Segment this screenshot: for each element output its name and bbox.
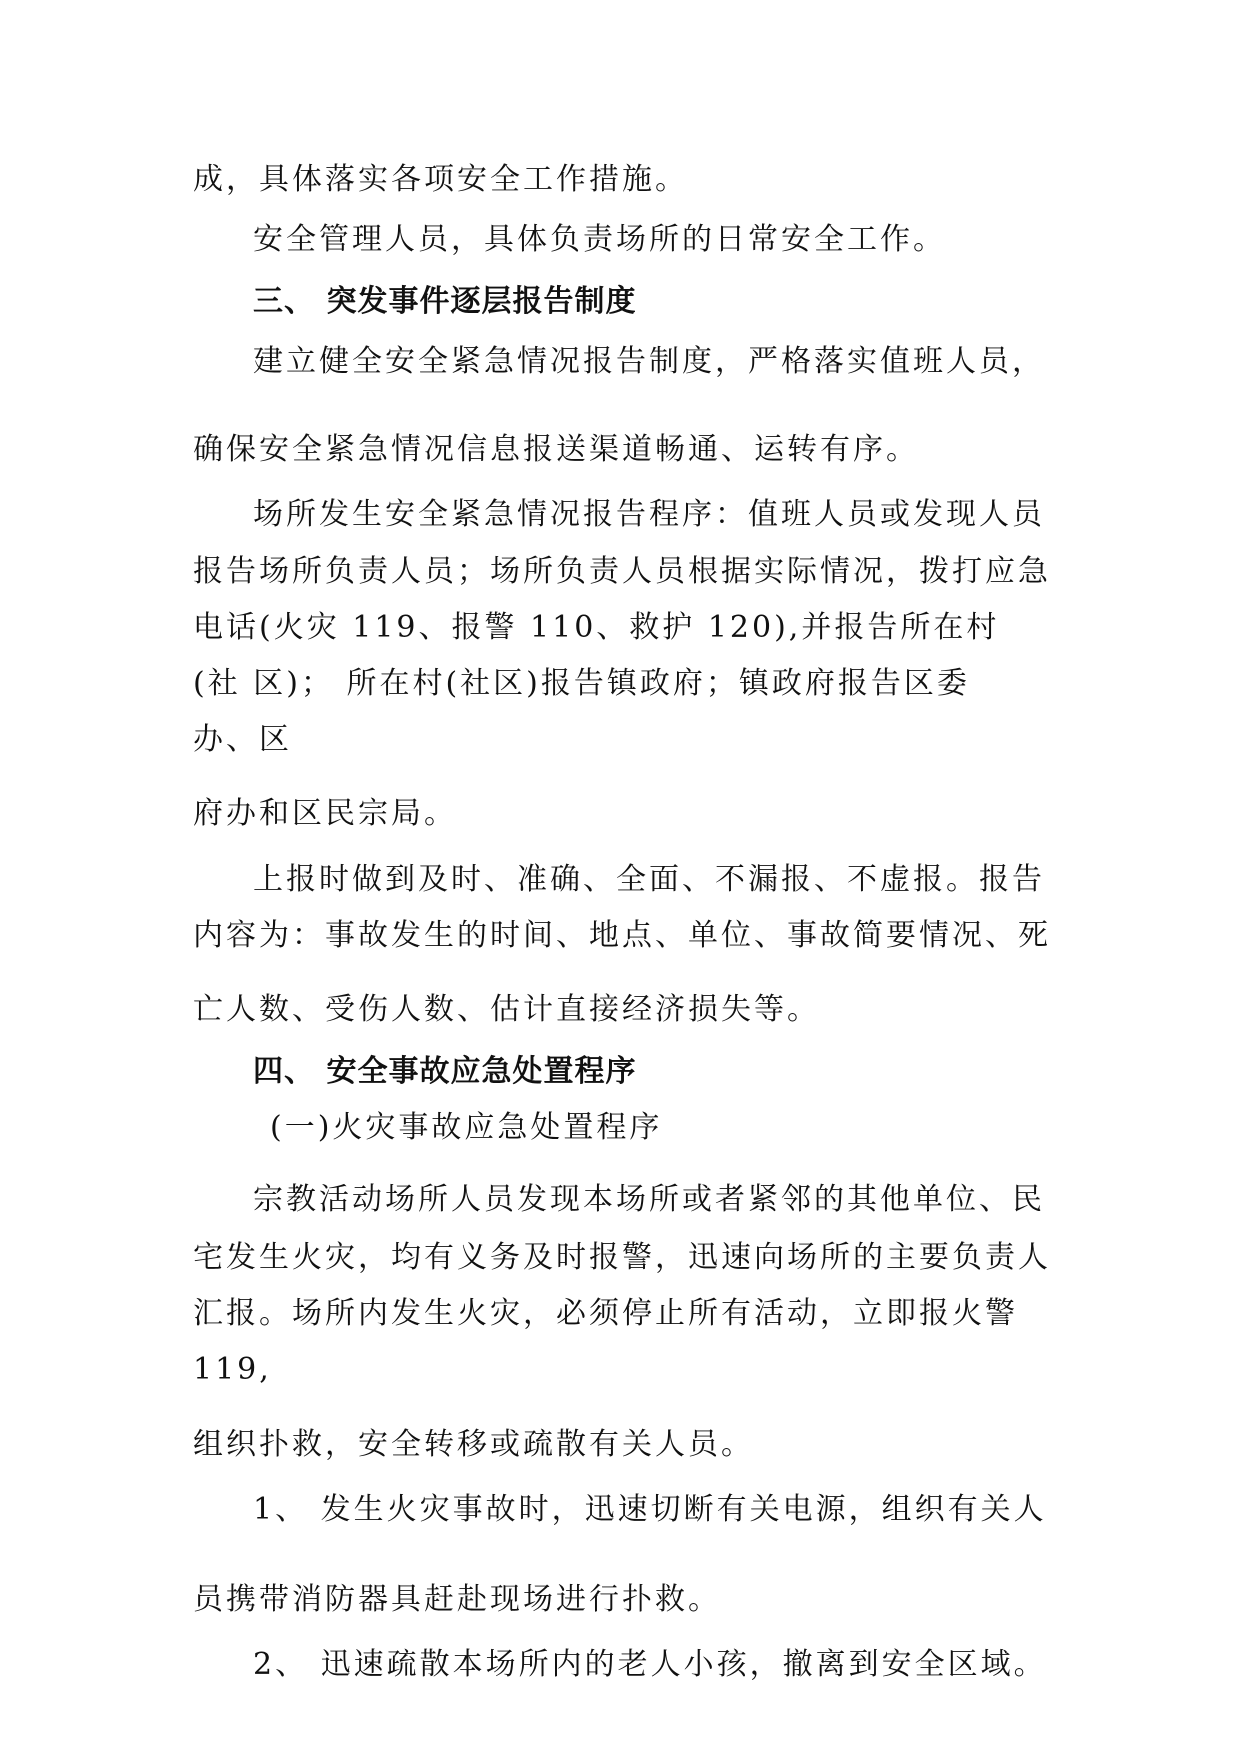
text-line: 内容为：事故发生的时间、地点、单位、事故简要情况、死 (193, 918, 1051, 953)
text-line: (社 区)； 所在村(社区)报告镇政府；镇政府报告区委 (193, 666, 970, 701)
text-line: 安全管理人员，具体负责场所的日常安全工作。 (253, 222, 946, 257)
subsection-heading: (一)火灾事故应急处置程序 (270, 1110, 663, 1145)
section-heading: 三、 突发事件逐层报告制度 (253, 284, 637, 319)
section-heading: 四、 安全事故应急处置程序 (253, 1054, 637, 1089)
text-line: 电话(火灾 119、报警 110、救护 120),并报告所在村 (193, 610, 1000, 645)
text-line: 119, (193, 1352, 272, 1387)
text-line: 确保安全紧急情况信息报送渠道畅通、运转有序。 (193, 432, 919, 467)
text-line: 汇报。场所内发生火灾，必须停止所有活动，立即报火警 (193, 1296, 1018, 1331)
text-line: 报告场所负责人员；场所负责人员根据实际情况，拨打应急 (193, 554, 1051, 589)
text-line: 成，具体落实各项安全工作措施。 (193, 162, 688, 197)
text-line: 1、 发生火灾事故时，迅速切断有关电源，组织有关人 (253, 1492, 1047, 1527)
text-line: 场所发生安全紧急情况报告程序：值班人员或发现人员 (253, 497, 1045, 532)
text-line: 府办和区民宗局。 (193, 796, 457, 831)
text-line: 宗教活动场所人员发现本场所或者紧邻的其他单位、民 (253, 1182, 1045, 1217)
text-line: 办、区 (193, 722, 292, 757)
text-line: 亡人数、受伤人数、估计直接经济损失等。 (193, 992, 820, 1027)
text-line: 宅发生火灾，均有义务及时报警，迅速向场所的主要负责人 (193, 1240, 1051, 1275)
text-line: 建立健全安全紧急情况报告制度，严格落实值班人员， (253, 344, 1045, 379)
text-line: 上报时做到及时、准确、全面、不漏报、不虚报。报告 (253, 862, 1045, 897)
text-line: 员携带消防器具赶赴现场进行扑救。 (193, 1582, 721, 1617)
text-line: 2、 迅速疏散本场所内的老人小孩，撤离到安全区域。 (253, 1647, 1047, 1682)
text-line: 组织扑救，安全转移或疏散有关人员。 (193, 1427, 754, 1462)
